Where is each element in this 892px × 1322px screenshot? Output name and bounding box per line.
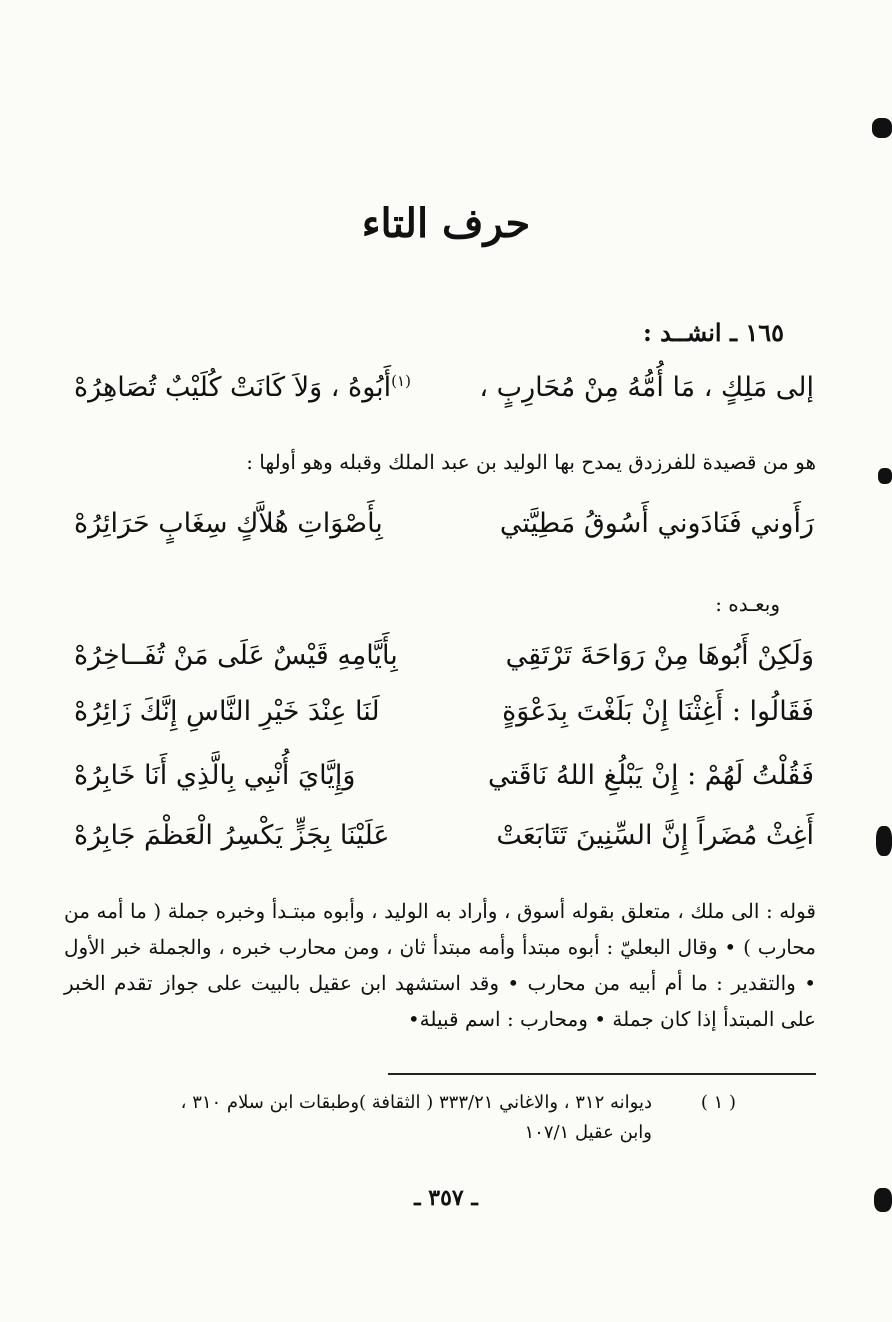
footnote-separator — [388, 1073, 816, 1075]
main-verse — [74, 372, 814, 424]
main-verse-first-hemistich: إلى مَلِكٍ ، مَا أُمُّهُ مِنْ مُحَارِبٍ ، — [479, 372, 814, 403]
verse-first-hemistich: فَقَالُوا : أَغِثْنَا إِنْ بَلَغْتَ بِدَعْوَةٍ — [502, 696, 814, 727]
footnote-line-2: وابن عقيل ١٠٧/١ — [524, 1122, 652, 1143]
following-verse — [74, 696, 814, 748]
intro-text: هو من قصيدة للفرزدق يمدح بها الوليد بن عبد الملك وقبله وهو أولها : — [246, 450, 816, 474]
page-number: ـ ٣٥٧ ـ — [414, 1185, 478, 1211]
verse-first-hemistich: فَقُلْتُ لَهُمْ : إِنْ يَبْلُغِ اللهُ نَاقَتي — [488, 760, 814, 791]
footnote-line-1: ديوانه ٣١٢ ، والاغاني ٣٣٣/٢١ ( الثقافة )وطبقات ابن سلام ٣١٠ ، — [180, 1092, 652, 1113]
verse-second-hemistich: لَنَا عِنْدَ خَيْرِ النَّاسِ إِنَّكَ زَائِرُهْ — [74, 696, 380, 727]
verse-first-hemistich: وَلَكِنْ أَبُوهَا مِنْ رَوَاحَةَ تَرْتَقِي — [505, 640, 814, 671]
verse-first-hemistich: أَغِثْ مُضَراً إِنَّ السِّنِينَ تَتَابَعَتْ — [496, 820, 814, 851]
footnote-mark: ( ١ ) — [700, 1092, 736, 1113]
scan-mark — [878, 468, 892, 484]
verse-second-hemistich: بِأَيَّامِهِ قَيْسٌ عَلَى مَنْ تُفَــاخِرُهْ — [74, 640, 398, 671]
main-verse-second-text: أَبُوهُ ، وَلاَ كَانَتْ كُلَيْبٌ تُصَاهِرُهْ — [74, 372, 392, 403]
verse-second-hemistich: وَإِيَّايَ أُنْبِي بِالَّذِي أَنَا خَابِرُهْ — [74, 760, 356, 791]
preceding-verse-first-hemistich: رَأَوني فَنَادَوني أَسُوقُ مَطِيَّتي — [499, 508, 814, 539]
after-label: وبعـده : — [715, 592, 780, 616]
chapter-title: حرف التاء — [361, 200, 531, 247]
commentary-text: قوله : الى ملك ، متعلق بقوله أسوق ، وأراد به الوليد ، وأبوه مبتـدأ وخبره جملة ( ما أمه من محارب ) • وقال البعليّ : أبوه مبتدأ وأمه مبتدأ ثان ، ومن محارب خبره ، والجملة خبر الأول • والتقدير : ما أم أبيه من محارب • وقد استشهد ابن عقيل بالبيت على جواز تقدم الخبر على المبتدأ إذا كان جملة • ومحارب : اسم قبيلة• — [64, 899, 816, 1031]
following-verse — [74, 640, 814, 692]
scan-mark — [872, 118, 892, 138]
verse-second-hemistich: عَلَيْنَا بِجَزٍّ يَكْسِرُ الْعَظْمَ جَابِرُهْ — [74, 820, 390, 851]
scan-mark — [874, 1188, 892, 1212]
footnote-reference: (١) — [391, 372, 411, 390]
scan-mark — [876, 826, 892, 856]
following-verse — [74, 760, 814, 812]
preceding-verse — [74, 508, 814, 560]
preceding-verse-second-hemistich: بِأَصْوَاتِ هُلاَّكٍ سِغَابٍ حَرَائِرُهْ — [74, 508, 383, 539]
main-verse-second-hemistich — [74, 372, 411, 403]
item-heading: ١٦٥ ـ انشــد : — [642, 318, 784, 347]
following-verse — [74, 820, 814, 872]
